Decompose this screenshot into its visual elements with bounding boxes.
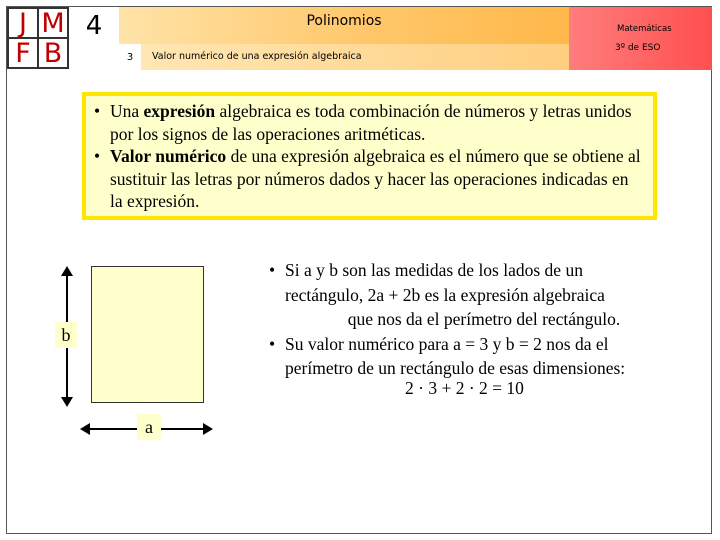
- unit-number: 4: [69, 7, 119, 44]
- term-expresion: expresión: [143, 101, 216, 121]
- page-title: Polinomios: [306, 13, 382, 29]
- formula: 2 · 3 + 2 · 2 = 10: [405, 378, 524, 398]
- arrow-down-icon: [61, 397, 73, 407]
- explanation-line: Si a y b son las medidas de los lados de un: [285, 260, 583, 280]
- logo-letter-f: F: [8, 38, 38, 68]
- definition-text: Una: [110, 101, 144, 121]
- explanation-line: perímetro de un rectángulo de esas dimensiones:: [285, 358, 626, 378]
- definition-text: algebraica es toda combinación de números y letras unidos por los signos de las operaciones aritméticas.: [110, 101, 632, 144]
- jmfb-logo: [7, 7, 69, 69]
- arrow-right-icon: [203, 423, 213, 435]
- section-number: 3: [119, 44, 141, 70]
- definition-box: [82, 92, 657, 220]
- logo-letter-b: B: [38, 38, 68, 68]
- arrow-left-icon: [80, 423, 90, 435]
- term-valor-numerico: Valor numérico: [110, 146, 227, 166]
- side-label-a: a: [137, 414, 161, 440]
- definition-expression: [92, 100, 643, 145]
- side-label-b: b: [55, 322, 77, 348]
- logo-letter-j: J: [8, 8, 38, 38]
- explanation-line: rectángulo, 2a + 2b es la expresión algebraica: [285, 284, 605, 305]
- definition-valor-numerico: [92, 145, 643, 213]
- level-label: 3º de ESO: [615, 43, 661, 53]
- explanation-line: que nos da el perímetro del rectángulo.: [347, 309, 621, 329]
- section-title: Valor numérico de una expresión algebraica: [152, 51, 362, 62]
- explanation-item-value: [263, 332, 683, 381]
- arrow-up-icon: [61, 266, 73, 276]
- explanation-text: [263, 258, 683, 381]
- course-box: [569, 7, 712, 70]
- subject-label: Matemáticas: [617, 24, 672, 34]
- rectangle-figure: [91, 266, 204, 403]
- explanation-item-perimeter: [263, 258, 683, 332]
- logo-letter-m: M: [38, 8, 68, 38]
- definition-text: de una expresión algebraica es el número que se obtiene al sustituir las letras por números dados y hacer las operaciones indicadas en la expresión.: [110, 146, 641, 211]
- explanation-line: Su valor numérico para a = 3 y b = 2 nos da el: [285, 333, 609, 354]
